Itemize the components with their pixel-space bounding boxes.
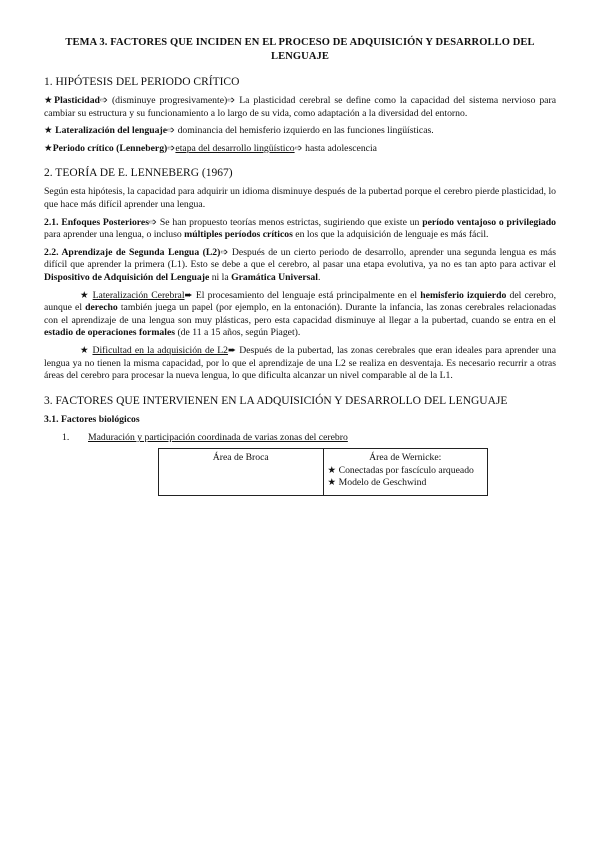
periodo-critico-underlined: etapa del desarrollo lingüístico <box>175 142 295 154</box>
arrow-text: ➩ <box>167 142 176 154</box>
aprendizaje-term: 2.2. Aprendizaje de Segunda Lengua (L2) <box>44 246 221 258</box>
wernicke-item: ★ Conectadas por fascículo arqueado <box>327 464 474 476</box>
subsection-3-1 <box>44 414 556 427</box>
star-icon: ★ <box>44 125 56 137</box>
aprendizaje-text-1: ➩ Después de un cierto periodo de desarrollo, aprender una segunda lengua es más difícil que aprender la primera (L1). Esto se debe a que el cerebro, al pasar una etapa evolutiva, ya no es tan apto para activar el <box>44 246 556 271</box>
list-number: 1. <box>62 432 70 444</box>
enfoques-posteriores-paragraph <box>44 217 556 242</box>
section-3-heading: 3. FACTORES QUE INTERVIENEN EN LA ADQUISICIÓN Y DESARROLLO DEL LENGUAJE <box>44 394 508 407</box>
aprendizaje-l2-paragraph <box>44 247 556 285</box>
lat-text-3: también juega un papel (por ejemplo, en la entonación). Durante la infancia, las zonas cerebrales relacionadas con el aprendizaje de una lengua son muy plásticas, pero esta capacidad disminuye al llegar a la pubertad, cuando se entra en el <box>44 302 557 326</box>
lat-bold-1: hemisferio izquierdo <box>420 289 507 301</box>
lat-text-1: ➨ El procesamiento del lenguaje está principalmente en el <box>184 289 421 301</box>
plasticidad-text: ➩ (disminuye progresivamente)➩ La plasticidad cerebral se define como la capacidad del sistema nervioso para cambiar su estructura y su funcionamiento a lo largo de su vida, como adaptación a la diversidad del entorno. <box>44 95 556 119</box>
enfoques-text-2: para aprender una lengua, o incluso <box>44 229 185 241</box>
dificultad-term: Dificultad en la adquisición de L2 <box>92 344 229 356</box>
aprendizaje-text-3: . <box>317 271 321 283</box>
lat-bold-3: estadio de operaciones formales <box>44 327 176 339</box>
wernicke-item: ★ Modelo de Geschwind <box>327 477 427 489</box>
list-item-text: Maduración y participación coordinada de varias zonas del cerebro <box>88 432 348 444</box>
dificultad-l2-paragraph <box>44 345 556 383</box>
list-item <box>62 431 556 444</box>
lat-bold-2: derecho <box>85 302 118 314</box>
broca-cell <box>159 449 324 496</box>
factores-biologicos-heading: 3.1. Factores biológicos <box>44 413 140 425</box>
broca-label: Área de Broca <box>212 452 269 464</box>
lateralizacion-cerebral-term: Lateralización Cerebral <box>92 289 185 301</box>
wernicke-title: Área de Wernicke: <box>369 452 442 464</box>
lateralizacion-cerebral-paragraph <box>44 290 556 340</box>
periodo-critico-term: Periodo crítico (Lenneberg) <box>52 142 168 154</box>
enfoques-bold-3: múltiples períodos críticos <box>184 229 293 241</box>
star-icon: ★ <box>44 95 55 106</box>
section-2-heading: 2. TEORÍA DE E. LENNEBERG (1967) <box>44 167 233 180</box>
section-1-heading: 1. HIPÓTESIS DEL PERIODO CRÍTICO <box>44 76 240 88</box>
lat-text-4: (de 11 a 15 años, según Piaget). <box>175 327 301 339</box>
lateralizacion-term: Lateralización del lenguaje <box>55 125 168 137</box>
aprendizaje-bold-3: Gramática Universal <box>231 271 318 283</box>
enfoques-bold-2: período ventajoso o privilegiado <box>422 216 556 228</box>
enfoques-term: 2.1. Enfoques Posteriores <box>44 216 149 228</box>
lat-text-2: del cerebro, aunque el <box>44 289 556 314</box>
periodo-critico-paragraph <box>44 143 556 156</box>
brain-areas-table <box>158 448 488 496</box>
plasticidad-term: Plasticidad <box>54 95 100 106</box>
aprendizaje-text-2: ni la <box>209 271 232 283</box>
dificultad-text: ➨ Después de la pubertad, las zonas cerebrales que eran ideales para aprender una lengua ya no tienen la misma capacidad, por lo que el aprendizaje de una L2 se realiza en desventaja. Es necesario recurrir a otras áreas del cerebro para procesar la nueva lengua, lo que dificulta alcanzar un nivel comparable al de la L1. <box>44 344 556 382</box>
enfoques-text-3: en los que la adquisición de lenguaje es más fácil. <box>292 229 489 241</box>
star-icon: ★ <box>44 142 53 154</box>
plasticidad-paragraph <box>44 95 556 120</box>
enfoques-text-1: ➩ Se han propuesto teorías menos estrictas, sugiriendo que existe un <box>148 216 423 228</box>
star-icon: ★ <box>80 344 93 356</box>
periodo-critico-text: ➩ hasta adolescencia <box>294 142 377 154</box>
lateralizacion-paragraph <box>44 125 556 138</box>
wernicke-cell <box>323 449 488 496</box>
lateralizacion-text: ➩ dominancia del hemisferio izquierdo en las funciones lingüísticas. <box>167 125 434 137</box>
star-icon: ★ <box>80 289 93 301</box>
document-title: TEMA 3. FACTORES QUE INCIDEN EN EL PROCESO DE ADQUISICIÓN Y DESARROLLO DEL LENGUAJE <box>65 37 535 62</box>
aprendizaje-bold-2: Dispositivo de Adquisición del Lenguaje <box>44 271 210 283</box>
lenneberg-intro: Según esta hipótesis, la capacidad para adquirir un idioma disminuye después de la pubertad porque el cerebro pierde plasticidad, lo que hace más difícil aprender una lengua. <box>44 186 556 210</box>
